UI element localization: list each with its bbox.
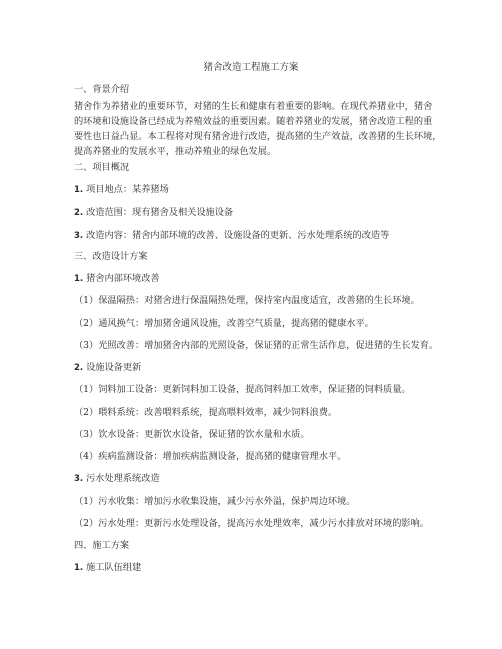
paragraph-line: 的环境和设施设备已经成为养殖效益的重要因素。随着养猪业的发展，猪舍改造工程的重 bbox=[74, 116, 433, 127]
section-heading-construction: 四、施工方案 bbox=[74, 540, 130, 551]
paragraph-line: 提高养猪业的发展水平，推动养殖业的绿色发展。 bbox=[74, 146, 277, 157]
overview-item-scope bbox=[74, 207, 233, 219]
subheading-text: 设施设备更新 bbox=[86, 362, 142, 373]
item-number: 2. bbox=[74, 208, 84, 218]
item-number: 3. bbox=[74, 231, 84, 241]
section-heading-background: 一、背景介绍 bbox=[74, 84, 130, 95]
design-subheading-wastewater bbox=[74, 473, 160, 485]
wastewater-item-treatment: （2）污水处理：更新污水处理设备，提高污水处理效率，减少污水排放对环境的影响。 bbox=[74, 518, 429, 529]
subheading-number: 2. bbox=[74, 363, 84, 373]
subheading-number: 3. bbox=[74, 474, 84, 484]
item-text: 项目地点：某养猪场 bbox=[86, 184, 169, 195]
equipment-item-disease-monitoring: （4）疾病监测设备：增加疾病监测设备，提高猪的健康管理水平。 bbox=[74, 451, 347, 462]
design-subheading-environment bbox=[74, 273, 160, 285]
wastewater-item-collection: （1）污水收集：增加污水收集设施，减少污水外溢，保护周边环境。 bbox=[74, 496, 356, 507]
overview-item-location bbox=[74, 184, 169, 196]
item-number: 1. bbox=[74, 185, 84, 195]
subheading-text: 猪舍内部环境改善 bbox=[86, 273, 160, 284]
paragraph-line: 猪舍作为养猪业的重要环节，对猪的生长和健康有着重要的影响。在现代养猪业中，猪舍 bbox=[74, 101, 433, 112]
equipment-item-feeding-system: （2）喂料系统：改善喂料系统，提高喂料效率，减少饲料浪费。 bbox=[74, 407, 338, 418]
section-heading-overview: 二、项目概况 bbox=[74, 162, 130, 173]
section-heading-design: 三、改造设计方案 bbox=[74, 251, 148, 262]
item-text: 改造内容：猪舍内部环境的改善、设施设备的更新、污水处理系统的改造等 bbox=[86, 230, 390, 241]
background-paragraph bbox=[74, 99, 442, 159]
environment-item-insulation: （1）保温隔热：对猪舍进行保温隔热处理，保持室内温度适宜，改善猪的生长环境。 bbox=[74, 295, 420, 306]
construction-subheading-team bbox=[74, 562, 141, 574]
paragraph-line: 要性也日益凸显。本工程将对现有猪舍进行改造，提高猪的生产效益，改善猪的生长环境， bbox=[74, 131, 442, 142]
environment-item-lighting: （3）光照改善：增加猪舍内部的光照设备，保证猪的正常生活作息，促进猪的生长发育。 bbox=[74, 340, 439, 351]
subheading-number: 1. bbox=[74, 563, 84, 573]
equipment-item-drinking: （3）饮水设备：更新饮水设备，保证猪的饮水量和水质。 bbox=[74, 429, 310, 440]
subheading-text: 施工队伍组建 bbox=[86, 562, 142, 573]
equipment-item-feed-processing: （1）饲料加工设备：更新饲料加工设备，提高饲料加工效率，保证猪的饲料质量。 bbox=[74, 384, 411, 395]
document-title: 猪舍改造工程施工方案 bbox=[203, 62, 299, 73]
subheading-number: 1. bbox=[74, 274, 84, 284]
design-subheading-equipment bbox=[74, 362, 141, 374]
subheading-text: 污水处理系统改造 bbox=[86, 473, 160, 484]
overview-item-content bbox=[74, 230, 389, 242]
item-text: 改造范围：现有猪舍及相关设施设备 bbox=[86, 207, 234, 218]
environment-item-ventilation: （2）通风换气：增加猪舍通风设施，改善空气质量，提高猪的健康水平。 bbox=[74, 318, 374, 329]
